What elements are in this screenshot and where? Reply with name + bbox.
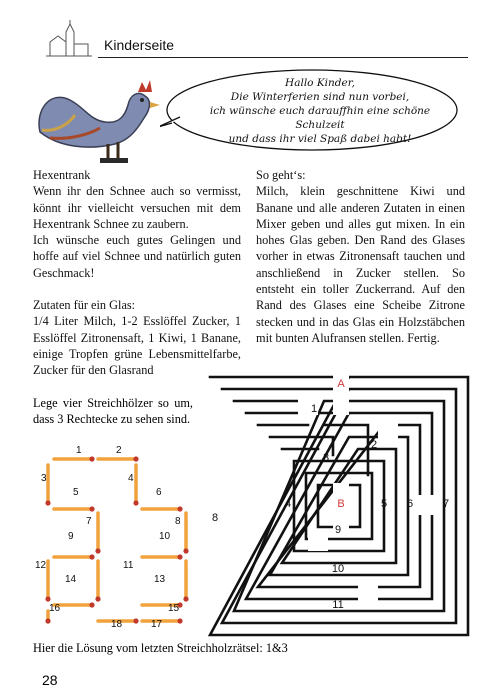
match-label: 8 [175,516,181,527]
matchstick-head [89,554,94,559]
matchstick-puzzle-text: Lege vier Streichhölzer so um, dass 3 Rechtecke zu sehen sind. [33,396,193,427]
match-label: 5 [73,487,79,498]
maze-label: 4 [284,498,292,510]
maze-end-marker: B [337,498,345,510]
greeting-line: Die Winterferien sind nun vorbei, [230,91,410,103]
maze-path [244,515,260,535]
header-divider [98,57,468,58]
matchstick-head [133,456,138,461]
match-label: 17 [151,619,163,630]
page-number: 28 [42,672,58,688]
ingredients-title: Zutaten für ein Glas: [33,298,136,313]
page-title: Kinderseite [104,37,175,53]
matchstick-head [133,618,138,623]
solution-text: Hier die Lösung vom letzten Streichholzrätsel: 1&3 [33,641,288,655]
recipe-right-column [256,167,465,346]
matchstick-figure [32,445,200,635]
matchstick-head [95,596,100,601]
maze-label: 3 [322,452,330,464]
matchstick-head [45,596,50,601]
match-label: 6 [156,487,162,498]
matchstick-head [89,506,94,511]
matchstick-head [95,548,100,553]
matchstick-head [45,500,50,505]
matchstick-head [89,602,94,607]
maze-path [358,585,378,601]
recipe-wish: Ich wünsche euch gutes Gelingen und hoffe auf viel Schnee und natürlich guten Geschmack! [33,233,241,280]
match-label: 18 [111,619,123,630]
maze-label: 2 [370,439,378,451]
match-label: 11 [123,560,134,571]
match-label: 9 [68,531,74,542]
match-label: 14 [65,574,77,585]
match-label: 10 [159,531,171,542]
maze-label: 8 [211,512,219,524]
match-label: 2 [116,445,122,456]
match-label: 4 [128,473,134,484]
matchstick-head [177,506,182,511]
maze-label: 9 [334,524,342,536]
greeting-text [205,76,435,146]
maze-label: 1 [310,403,318,415]
match-label: 12 [35,560,47,571]
recipe-left-column [33,167,241,379]
match-label: 3 [41,473,47,484]
maze-label: 5 [380,498,388,510]
maze-label: 7 [442,498,450,510]
maze-label: 10 [331,563,345,575]
match-label: 7 [86,516,92,527]
recipe-title: Hexentrank [33,168,91,182]
maze-path [308,535,328,551]
match-label: 1 [76,445,82,456]
greeting-line: Hallo Kinder, [285,77,355,89]
matchstick-head [183,548,188,553]
maze-start-marker: A [337,378,345,390]
maze-path [418,495,434,515]
maze-puzzle [208,375,470,637]
matchstick-head [45,618,50,623]
rooster-illustration [30,70,170,170]
matchstick-head [177,618,182,623]
howto-title: So geht‘s: [256,168,306,182]
maze-path [378,423,398,439]
recipe-intro: Wenn ihr den Schnee auch so vermisst, könnt ihr vielleicht versuchen mit dem Hexentrank Schnee zu zaubern. [33,184,241,231]
match-label: 16 [49,603,61,614]
matchstick-head [183,596,188,601]
matchstick-head [89,456,94,461]
match-label: 15 [168,603,180,614]
match-label: 13 [154,574,166,585]
howto-text: Milch, klein geschnittene Kiwi und Banane und alle anderen Zutaten in einen Mixer geben und alles gut mixen. In ein hohes Glas geben. Den Rand des Glases vorher in etwas Zitronensaft tauchen und anschließend in Zucker stellen. So entsteht ein toller Zuckerrand. Auf den Rand des Glases eine Scheibe Zitrone stecken und in das Glas ein Holzstäbchen mit bunten Alufransen stellen. Fertig. [256,184,465,345]
matchstick-head [133,500,138,505]
greeting-line: und dass ihr viel Spaß dabei habt! [228,133,412,145]
church-logo [40,20,96,64]
matchstick-head [177,554,182,559]
maze-label: 6 [406,498,414,510]
maze-label: 11 [332,599,344,611]
greeting-line: ich wünsche euch darauffhin eine schöne Schulzeit [209,105,431,131]
ingredients-text: 1/4 Liter Milch, 1-2 Esslöffel Zucker, 1 Esslöffel Zitronensaft, 1 Kiwi, 1 Banane, einige Tropfen grüne Lebensmittelfarbe, Zucker für den Glasrand [33,314,241,378]
